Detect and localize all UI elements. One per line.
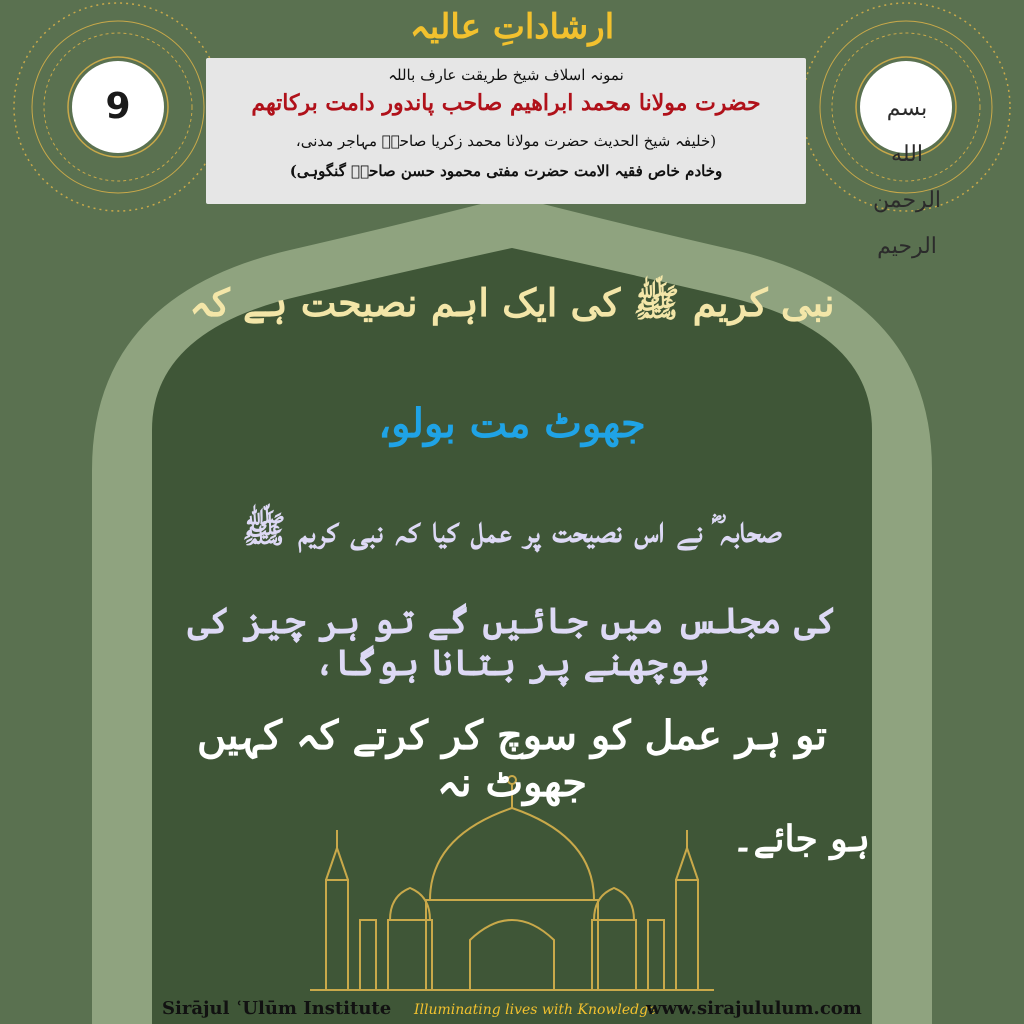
post-number-badge: 9 bbox=[105, 86, 131, 127]
header-line-3: (خلیفہ شیخ الحدیث حضرت مولانا محمد زکریا صاحبؒ مہاجر مدنی، bbox=[295, 132, 717, 150]
body-highlight-line: جھوٹ مت بولو، bbox=[378, 400, 646, 447]
header-scholar-name: حضرت مولانا محمد ابراھیم صاحب پاندور دامت برکاتھم bbox=[251, 90, 761, 116]
tagline: Illuminating lives with Knowledge bbox=[414, 1002, 657, 1018]
body-line-5: تو ہر عمل کو سوچ کر کرتے کہ کہیں جھوٹ نہ bbox=[197, 712, 827, 806]
body-line-1: نبی کریم ﷺ کی ایک اہم نصیحت ہے کہ bbox=[189, 280, 835, 325]
body-line-6: ہو جائے۔ bbox=[732, 818, 870, 860]
institute-name: Sirājul ʿUlūm Institute bbox=[162, 998, 392, 1019]
body-line-4: کی مجلس میں جائیں گے تو ہر چیز کی پوچھنے پر بتانا ہوگا، bbox=[187, 600, 837, 684]
website-link[interactable]: www.sirajululum.com bbox=[646, 998, 862, 1019]
header-line-4: وخادم خاص فقیہ الامت حضرت مفتی محمود حسن صاحبؒ گنگوہی) bbox=[289, 162, 723, 180]
header-line-1: نمونہ اسلاف شیخ طریقت عارف باللہ bbox=[388, 66, 624, 84]
body-line-3: صحابہ ؓ نے اس نصیحت پر عمل کیا کہ نبی کریم ﷺ bbox=[242, 509, 782, 551]
scholar-header-panel bbox=[206, 58, 806, 204]
bismillah-calligraphy: بسم الله الرحمن الرحيم bbox=[872, 96, 942, 259]
page-title: ارشاداتِ عالیہ bbox=[409, 7, 615, 47]
